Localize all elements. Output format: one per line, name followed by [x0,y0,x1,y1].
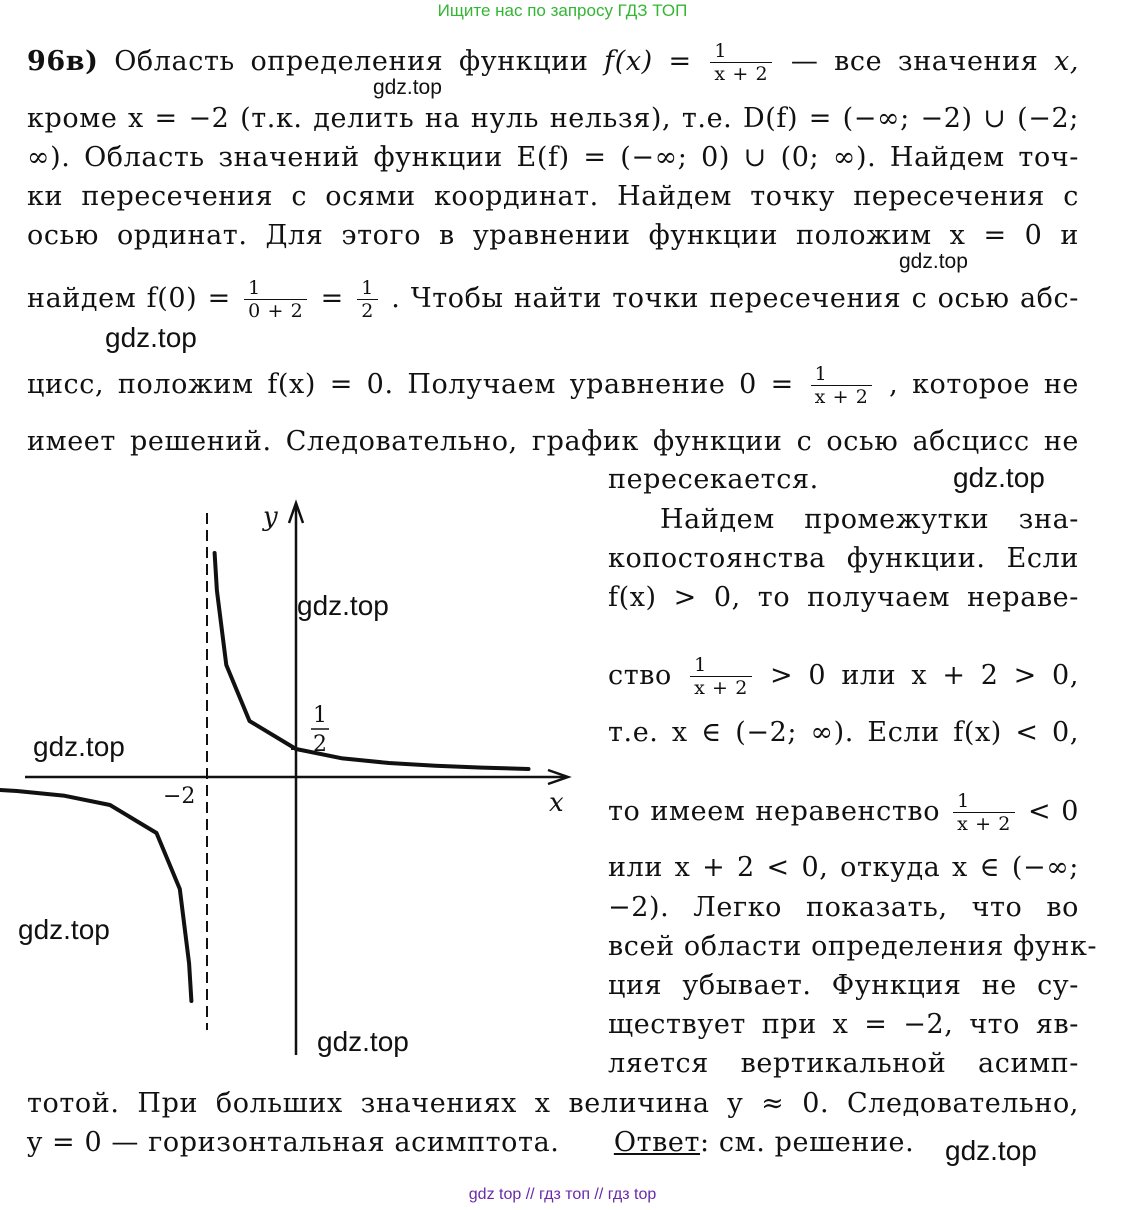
text-right-13: ляется вертикальной асимп- [608,1048,1079,1079]
fraction-numerator: 1 [357,277,378,300]
fraction-denominator: x + 2 [957,813,1011,835]
text-right-9: −2). Легко показать, что во [608,892,1079,923]
top-banner: Ищите нас по запросу ГДЗ ТОП [437,1,688,20]
watermark: gdz.top [18,914,110,945]
text-fragment: f(x) = [604,46,692,77]
watermark: gdz.top [945,1135,1037,1166]
watermark: gdz.top [297,590,389,621]
fraction-1-over-x-plus-2 [710,40,772,85]
text-right-10: всей области определения функ- [608,931,1098,962]
text-right-2: Найдем промежутки зна- [660,504,1079,535]
text-line-9: тотой. При больших значениях x величина y ≈ 0. Следовательно, [27,1088,1079,1119]
hyperbola-branch-2 [215,553,529,769]
text-fragment: = [320,283,344,314]
watermark: gdz.top [105,322,197,353]
fraction-numerator: 1 [244,277,307,300]
text-fragment: то имеем неравенство [608,796,941,827]
fraction-1-over-x-plus-2 [811,363,873,408]
text-fragment: , которое не [889,369,1080,400]
axes [25,503,568,1055]
text-right-7 [608,790,1079,835]
text-line-5: осью ординат. Для этого в уравнении функции положим x = 0 и [27,220,1079,251]
text-line-6 [27,277,1079,322]
text-right-5 [608,654,1079,699]
function-graph [0,495,600,1075]
fraction-numerator: 1 [811,363,873,386]
problem-number: 96в) [27,46,99,77]
watermark: gdz.top [899,250,968,273]
x-tick-label: −2 [163,784,196,809]
y-tick-label-denominator: 2 [313,732,327,757]
text-line-8: имеет решений. Следовательно, график функции с осью абсцисс не [27,426,1079,457]
text-fragment: найдем f(0) = [27,283,231,314]
fraction-1-over-0-plus-2 [244,277,307,322]
bottom-banner: gdz top // гдз топ // гдз top [468,1186,657,1203]
fraction-denominator: x + 2 [814,386,869,408]
text-line-10 [27,1126,914,1160]
text-fragment: ство [608,660,672,691]
text-fragment: y = 0 — горизонтальная асимптота. [27,1127,560,1158]
text-fragment: < 0 [1027,796,1080,827]
fraction-1-over-2 [357,277,378,322]
watermark: gdz.top [373,76,442,99]
text-line-3: ∞). Область значений функции E(f) = (−∞; 0) ∪ (0; ∞). Найдем точ- [27,142,1079,173]
text-fragment: > 0 или x + 2 > 0, [770,660,1080,691]
text-right-11: ция убывает. Функция не су- [608,970,1079,1001]
fraction-numerator: 1 [953,790,1015,813]
fraction-denominator: x + 2 [694,677,748,699]
text-line-2: кроме x = −2 (т.к. делить на нуль нельзя), т.е. D(f) = (−∞; −2) ∪ (−2; [27,103,1079,134]
text-fragment: x, [1054,46,1080,77]
text-fragment: . Чтобы найти точки пересечения с осью абс- [391,283,1079,314]
y-axis-label: y [263,502,278,532]
y-tick-label-numerator: 1 [313,703,327,728]
text-fragment: — все значения [790,46,1039,77]
answer-label: Ответ [613,1127,701,1158]
text-fragment: Область определения функции [114,46,589,77]
x-axis-label: x [549,788,564,818]
text-right-3: копостоянства функции. Если [608,543,1079,574]
text-right-4: f(x) > 0, то получаем нераве- [608,582,1079,613]
text-line-4: ки пересечения с осями координат. Найдем точку пересечения с [27,181,1079,212]
text-right-8: или x + 2 < 0, откуда x ∈ (−∞; [608,852,1079,883]
text-right-12: ществует при x = −2, что яв- [608,1009,1079,1040]
text-line-1 [27,40,1079,85]
watermark: gdz.top [317,1026,409,1057]
text-right-1: пересекается. [608,464,819,495]
hyperbola-branch-1 [0,788,191,1001]
text-line-7 [27,363,1079,408]
answer-text: : см. решение. [700,1127,915,1158]
text-right-6: т.е. x ∈ (−2; ∞). Если f(x) < 0, [608,717,1079,748]
watermark: gdz.top [33,731,125,762]
fraction-denominator: x + 2 [714,63,769,85]
fraction-numerator: 1 [690,654,752,677]
fraction-1-over-x-plus-2 [953,790,1015,835]
axis-labels [163,502,564,818]
watermark: gdz.top [953,462,1045,493]
fraction-denominator: 2 [361,300,374,322]
fraction-1-over-x-plus-2 [690,654,752,699]
fraction-numerator: 1 [710,40,772,63]
fraction-denominator: 0 + 2 [248,300,304,322]
text-fragment: цисс, положим f(x) = 0. Получаем уравнение 0 = [27,369,794,400]
